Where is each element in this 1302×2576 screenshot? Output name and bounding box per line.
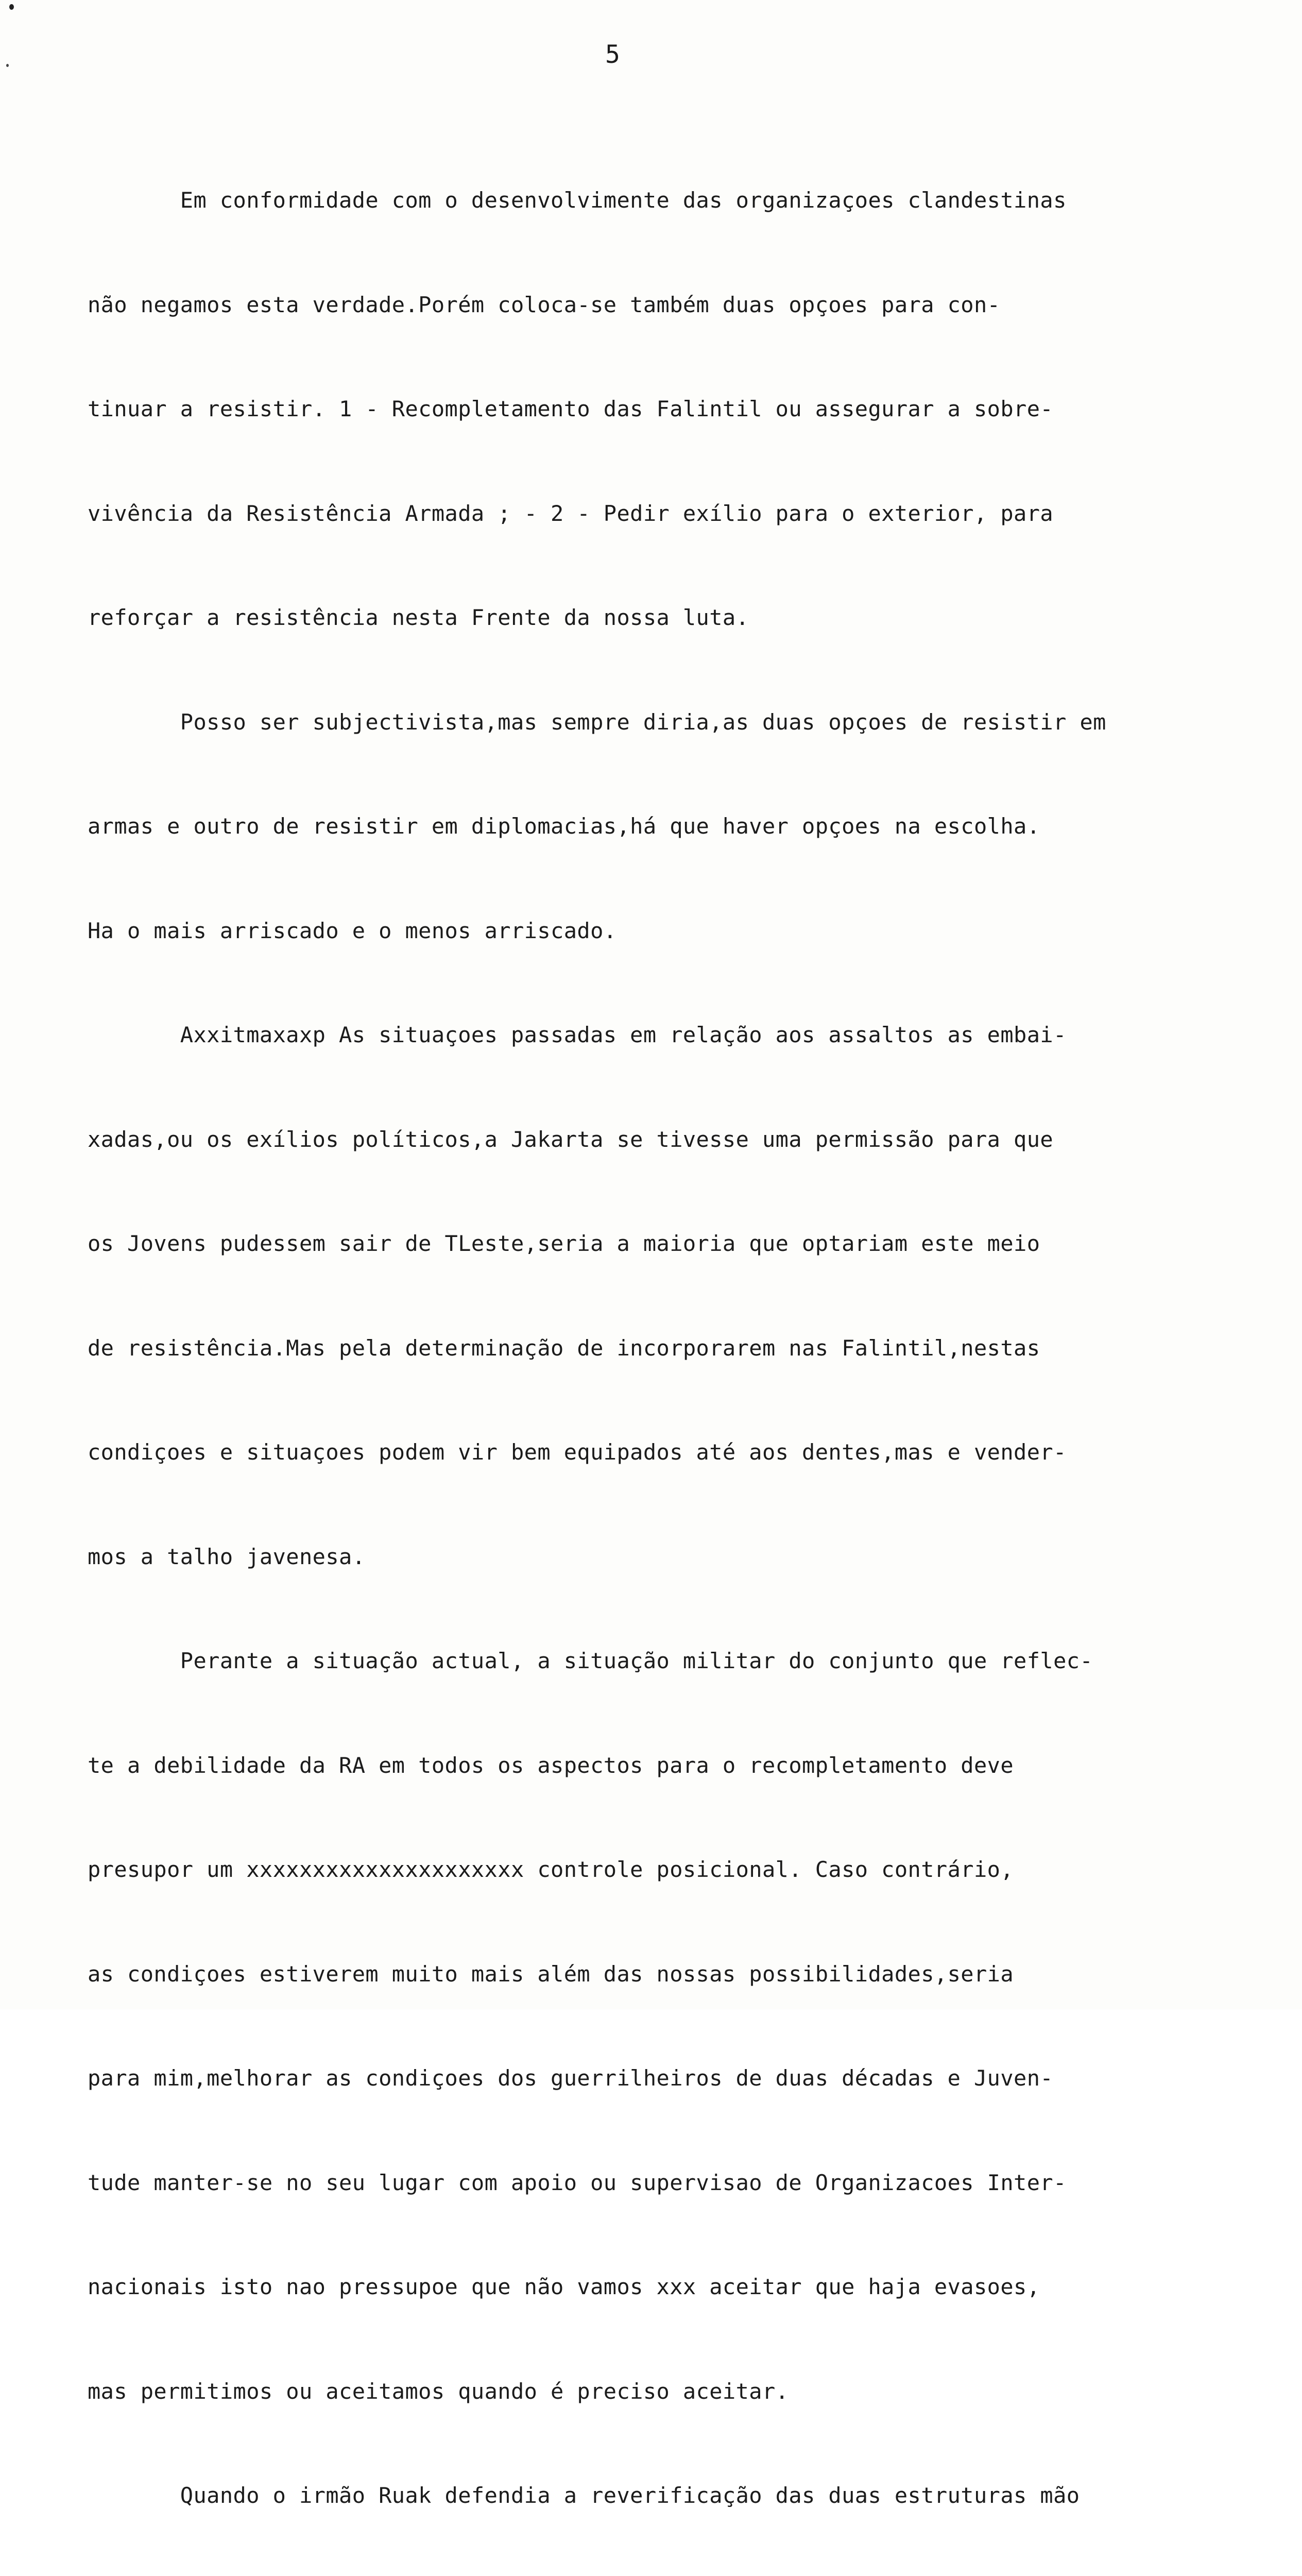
page-number: 5 [605,40,621,69]
text-line: xadas,ou os exílios políticos,a Jakarta se tivesse uma permissão para que [88,1126,1054,1152]
ink-speck [6,64,9,67]
text-line: reforçar a resistência nesta Frente da nossa luta. [88,605,749,630]
text-line: te a debilidade da RA em todos os aspectos para o recompletamento deve [88,1752,1014,1778]
text-line: tude manter-se no seu lugar com apoio ou supervisao de Organizacoes Inter- [88,2170,1067,2195]
text-line: Ha o mais arriscado e o menos arriscado. [88,918,617,943]
text-line: nacionais isto nao pressupoe que não vamos xxx aceitar que haja evasoes, [88,2274,1040,2299]
text-line: Quando o irmão Ruak defendia a reverificação das duas estruturas mão [88,2483,1080,2508]
text-line: Posso ser subjectivista,mas sempre diria,as duas opçoes de resistir em [88,709,1106,735]
text-line: mos a talho javenesa. [88,1544,366,1569]
text-line: armas e outro de resistir em diplomacias,há que haver opçoes na escolha. [88,814,1040,839]
text-line: vivência da Resistência Armada ; - 2 - Pedir exílio para o exterior, para [88,500,1054,526]
ink-speck [9,4,14,10]
text-line: presupor um xxxxxxxxxxxxxxxxxxxxx controle posicional. Caso contrário, [88,1857,1014,1882]
text-line: não negamos esta verdade.Porém coloca-se também duas opçoes para con- [88,292,1001,317]
text-line: tinuar a resistir. 1 - Recompletamento das Falintil ou assegurar a sobre- [88,396,1054,421]
text-line: os Jovens pudessem sair de TLeste,seria a maioria que optariam este meio [88,1231,1040,1256]
text-line: de resistência.Mas pela determinação de incorporarem nas Falintil,nestas [88,1335,1040,1361]
text-line: Axxitmaxaxp As situaçoes passadas em relação aos assaltos as embai- [88,1022,1067,1047]
text-line: Perante a situação actual, a situação militar do conjunto que reflec- [88,1648,1093,1673]
text-line: as condiçoes estiverem muito mais além das nossas possibilidades,seria [88,1961,1014,1987]
text-line: condiçoes e situaçoes podem vir bem equipados até aos dentes,mas e vender- [88,1439,1067,1465]
typewritten-text [88,113,1241,2576]
text-line: para mim,melhorar as condiçoes dos guerrilheiros de duas décadas e Juven- [88,2065,1054,2091]
text-line: Em conformidade com o desenvolvimente das organizaçoes clandestinas [88,188,1067,213]
text-line: mas permitimos ou aceitamos quando é preciso aceitar. [88,2378,789,2404]
